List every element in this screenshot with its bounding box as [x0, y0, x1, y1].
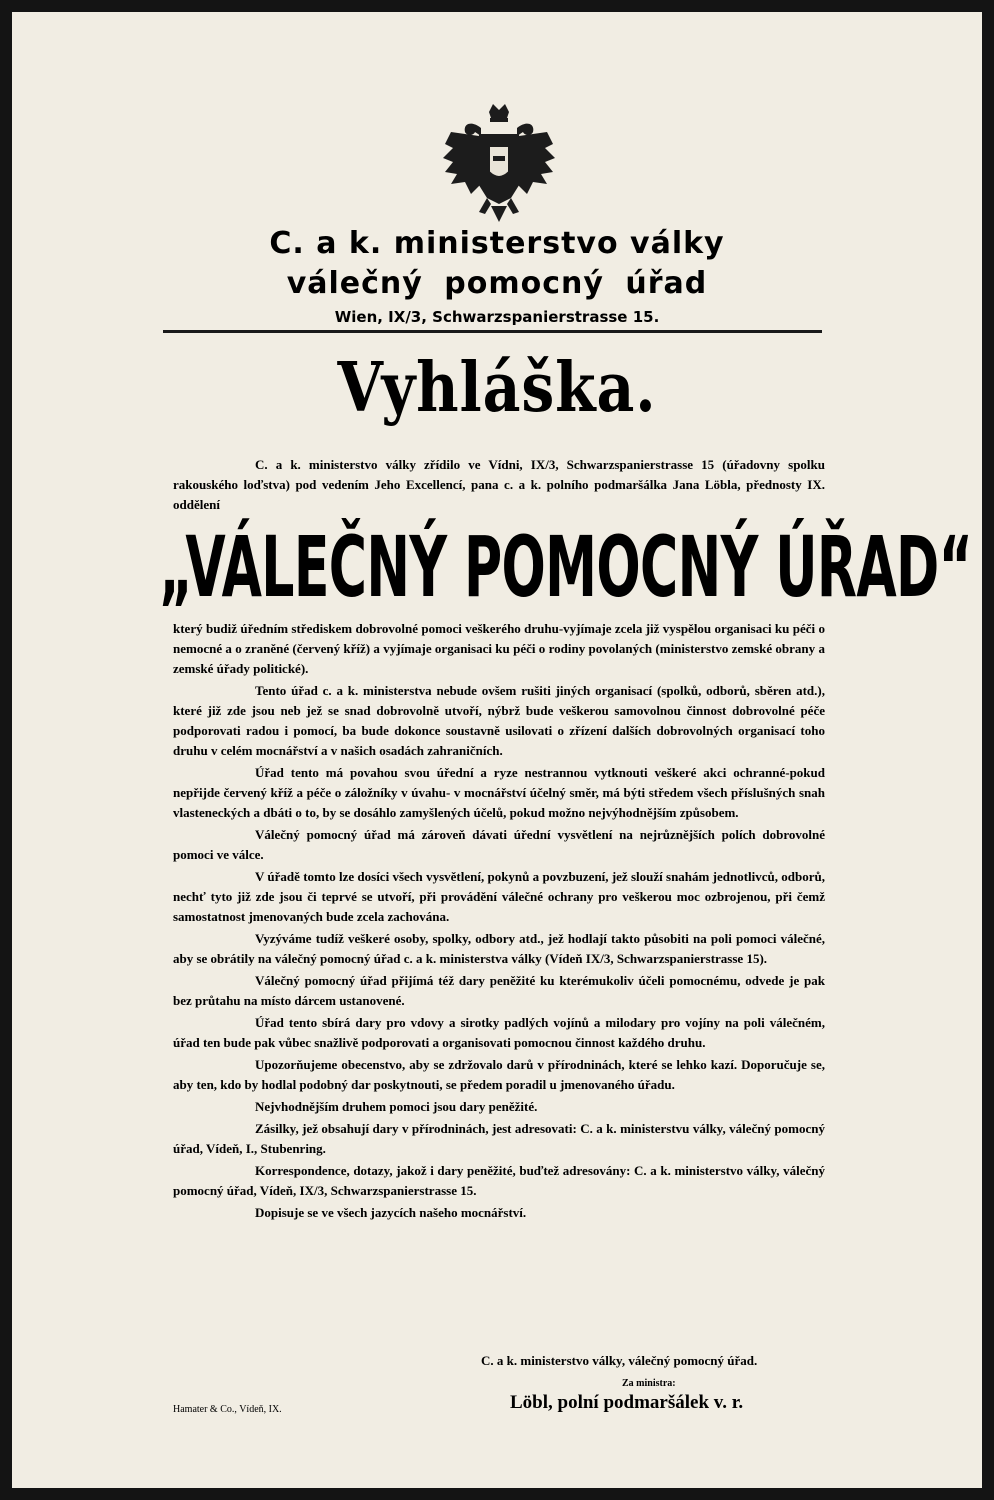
paragraph-5: V úřadě tomto lze dosíci všech vysvětlení, pokynů a povzbuzení, jež slouží snahám jednotlivců, odborů, nechť tyto již zde jsou či teprvé se utvoří, při provádění válečné ochrany pro veškerou moc ozbrojenou, při čemž samostatnost jmenovaných bude zcela zachována.: [173, 869, 825, 924]
header-ministry: C. a k. ministerstvo války: [269, 226, 725, 261]
paragraph-6: Vyzýváme tudíž veškeré osoby, spolky, odbory atd., jež hodlají takto působiti na poli pomoci válečné, aby se obrátily na válečný pomocný úřad c. a k. ministerstva války (Vídeň IX/3, Schwarzspanierstrasse 15).: [173, 931, 825, 966]
intro-paragraph: C. a k. ministerstvo války zřídilo ve Vídni, IX/3, Schwarzspanierstrasse 15 (úřadovny spolku rakouského loďstva) pod vedením Jeho Excellencí, pana c. a k. polního podmaršálka Jana Löbla, přednosty IX. oddělení: [173, 457, 825, 512]
paragraph-2: Tento úřad c. a k. ministerstva nebude ovšem rušiti jiných organisací (spolků, odborů, sběren atd.), které již zde jsou neb jež se snad dobrovolně utvoří, nýbrž bude veškerou samovolnou činnost dobrovolné péče podporovati radou i pomocí, ba bude dokonce soustavně usilovati o zřízení dalších dobrovolných organisací toho druhu v celém mocnářství a v našich osadách zahraničních.: [173, 683, 825, 758]
paragraph-8: Úřad tento sbírá dary pro vdovy a sirotky padlých vojínů a milodary pro vojíny na poli válečném, úřad ten bude pak vůbec snažlivě podporovati a organisovati pomocnou činnost každého druhu.: [173, 1015, 825, 1050]
paragraph-12: Korrespondence, dotazy, jakož i dary peněžité, buďtež adresovány: C. a k. ministerstvo války, válečný pomocný úřad, Vídeň, IX/3, Schwarzspanierstrasse 15.: [173, 1163, 825, 1198]
double-headed-eagle-icon: [441, 102, 557, 224]
paragraph-1: který budiž úředním střediskem dobrovolné pomoci veškerého druhu-vyjímaje zcela již vyspělou organisaci ku péči o nemocné a o zraněné (červený kříž) a vyjímaje organisaci ku péči o rodiny povolaných (ministerstvo zemské obrany a zemské úřady politické).: [173, 621, 825, 676]
paragraph-3: Úřad tento má povahou svou úřední a ryze nestrannou vytknouti veškeré akci ochranné-pokud nepřijde červený kříž a péče o záložníky v úvahu- v mocnářství účelný směr, má býti středem všech příslušných snah vlasteneckých a dbáti o to, by se dosáhlo zamyšlených účelů, pokud možno nejvýhodnějším způsobem.: [173, 765, 825, 820]
header-office: válečný pomocný úřad: [286, 266, 708, 301]
notice-title: Vyhláška.: [337, 348, 657, 428]
paragraph-11: Zásilky, jež obsahují dary v přírodninách, jest adresovati: C. a k. ministerstvu války, válečný pomocný úřad, Vídeň, I., Stubenring.: [173, 1121, 825, 1156]
printer-imprint: Hamater & Co., Vídeň, IX.: [173, 1404, 282, 1415]
signature-ministry: C. a k. ministerstvo války, válečný pomocný úřad.: [481, 1353, 758, 1368]
paragraph-13: Dopisuje se ve všech jazycích našeho mocnářství.: [255, 1205, 527, 1220]
signature-on-behalf: Za ministra:: [622, 1378, 676, 1389]
paragraph-9: Upozorňujeme obecenstvo, aby se zdržovalo darů v přírodninách, které se lehko kazí. Doporučuje se, aby ten, kdo by hodlal podobný dar poskytnouti, se předem poradil u jmenovaného úřadu.: [173, 1057, 825, 1092]
paragraph-10: Nejvhodnějším druhem pomoci jsou dary peněžité.: [255, 1099, 538, 1114]
paragraph-4: Válečný pomocný úřad má zároveň dávati úřední vysvětlení na nejrůznějších polích dobrovolné pomoci ve válce.: [173, 827, 825, 862]
header-divider: [163, 330, 822, 333]
signature-name: Löbl, polní podmaršálek v. r.: [510, 1392, 744, 1413]
header-address: Wien, IX/3, Schwarzspanierstrasse 15.: [334, 308, 660, 326]
office-name-heading: „VÁLEČNÝ POMOCNÝ ÚŘAD“: [159, 518, 973, 616]
paragraph-7: Válečný pomocný úřad přijímá též dary peněžité ku kterémukoliv účeli pomocnému, odvede je pak bez průtahu na místo dárcem ustanovené.: [173, 973, 825, 1008]
notice-body: [159, 455, 973, 1225]
